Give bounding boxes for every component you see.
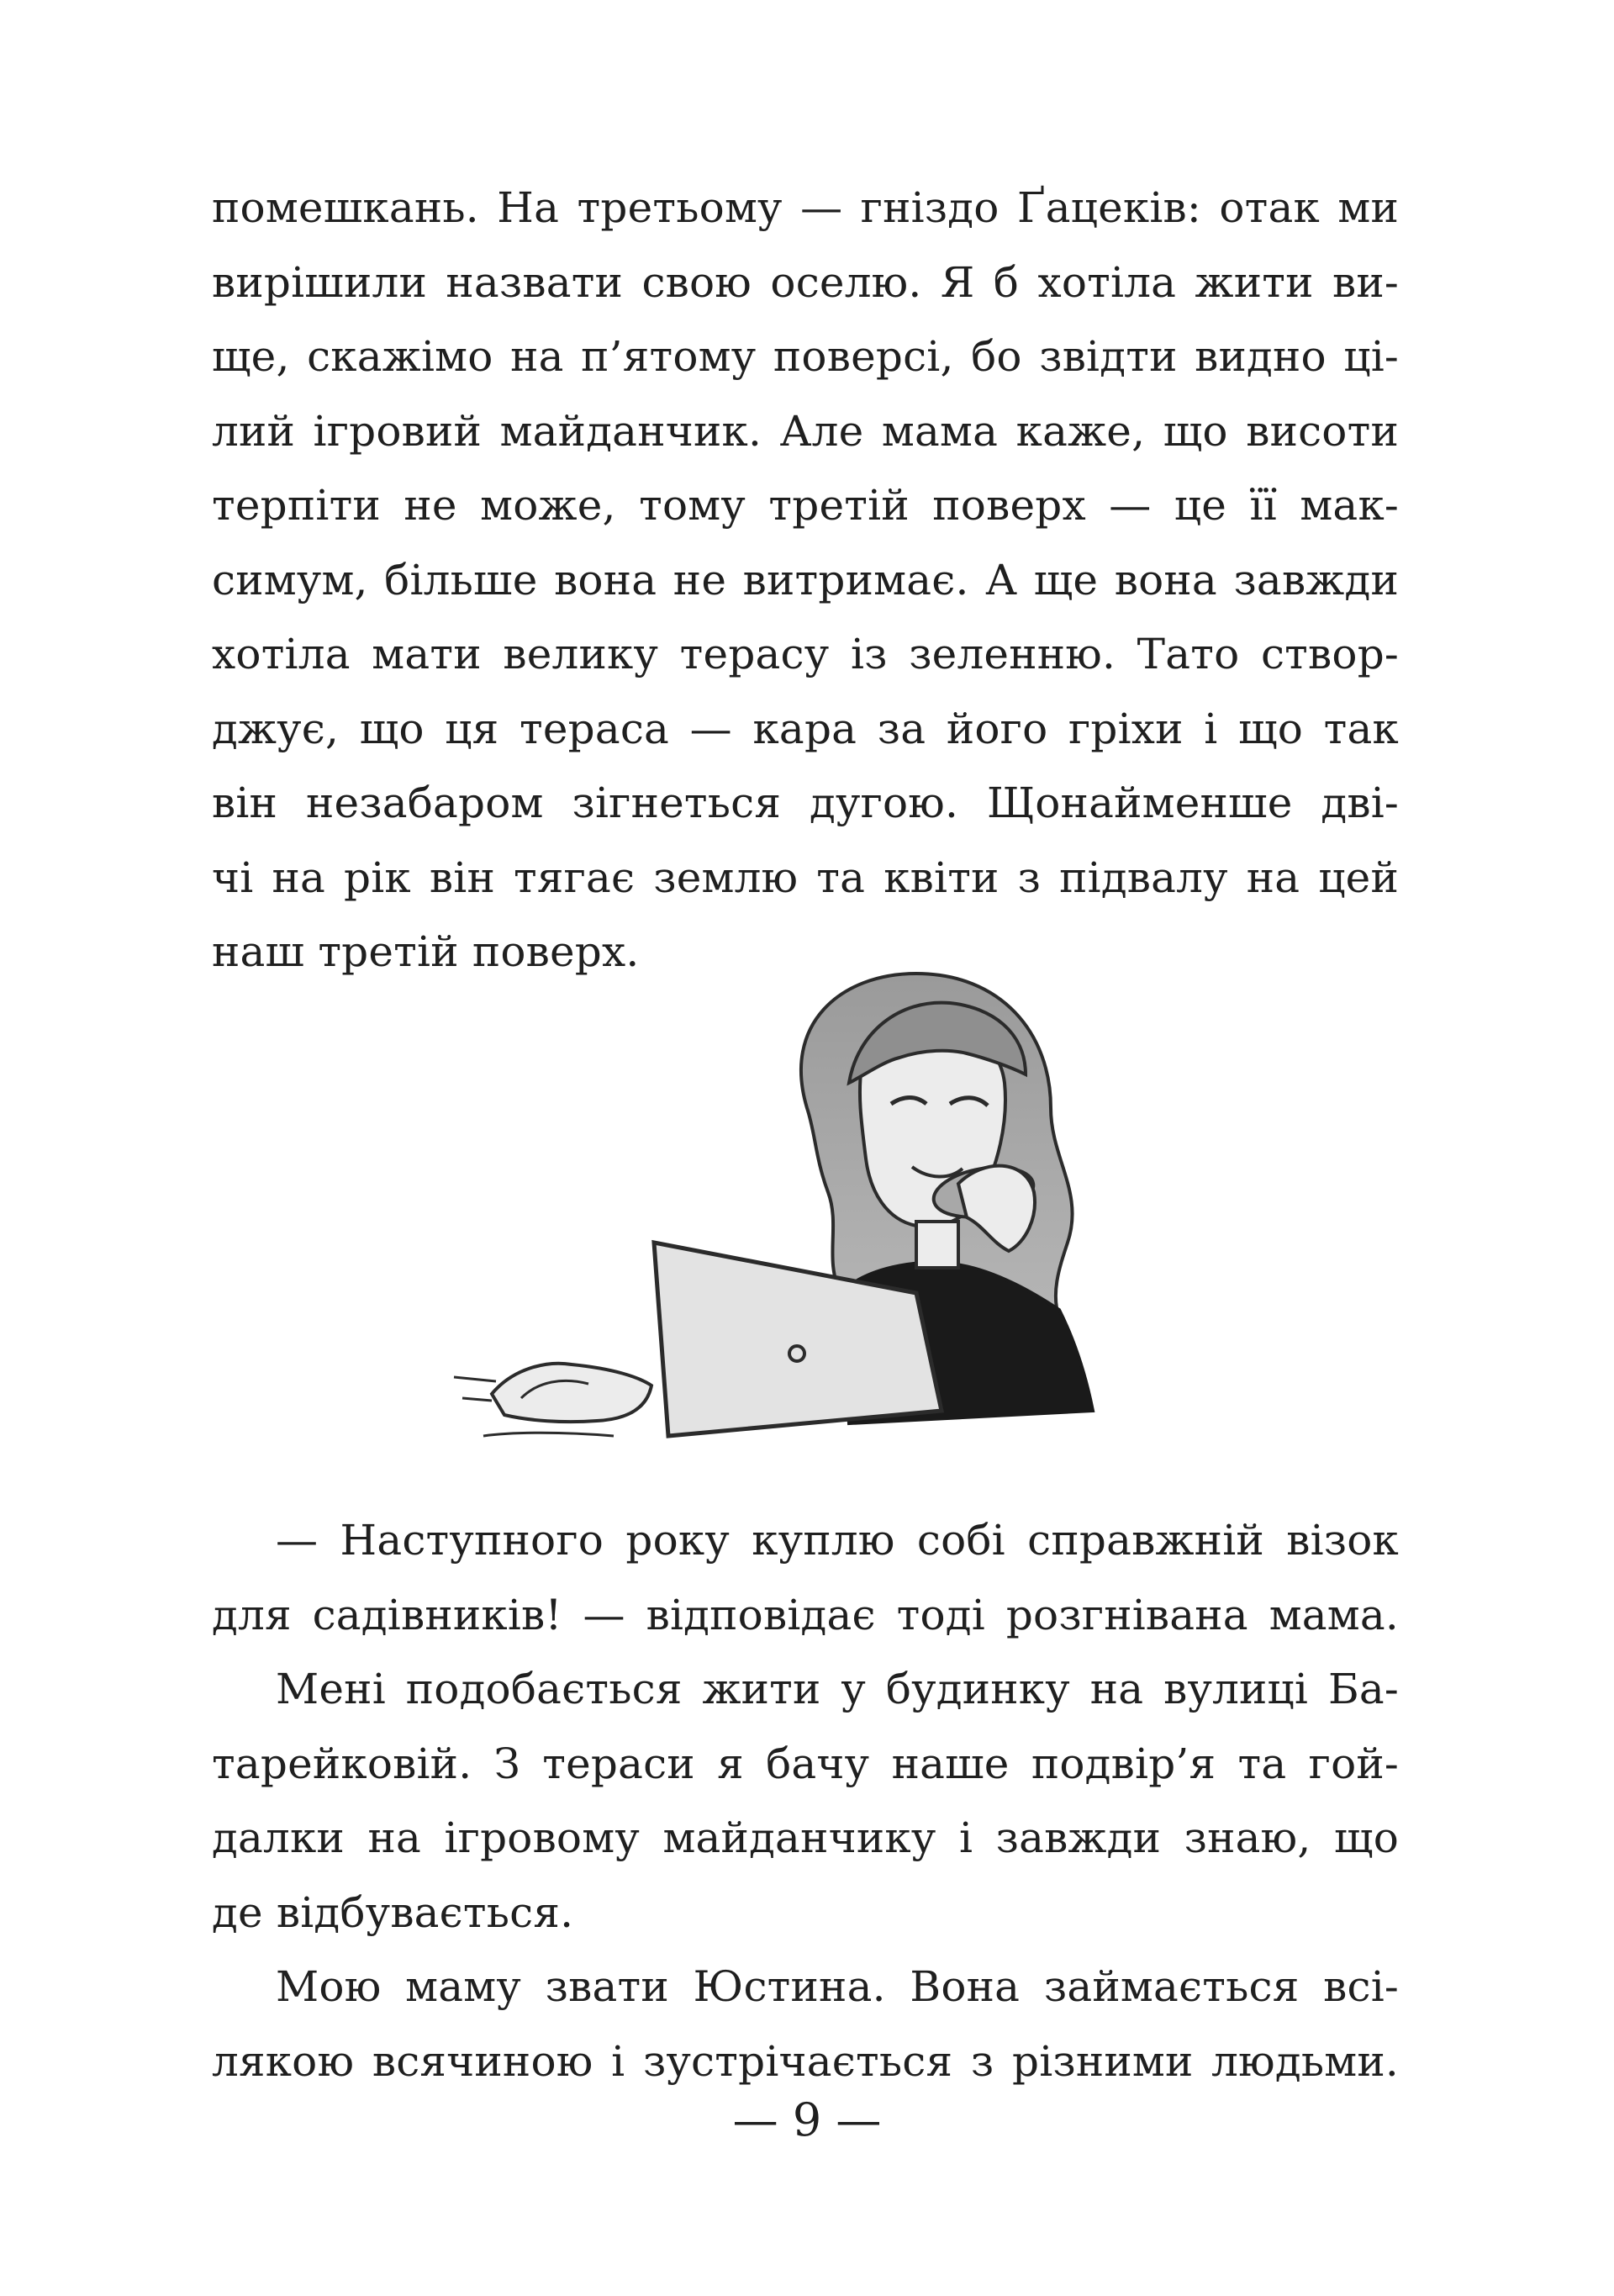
text-line: Мені подобається жити у будинку на вулиці Ба- xyxy=(276,1665,1399,1713)
text-line: він незабаром зігнеться дугою. Щонайменше дві- xyxy=(212,779,1399,827)
text-line: джує, що ця тераса — кара за його гріхи і що так xyxy=(212,704,1399,753)
text-line: де відбувається. xyxy=(212,1887,574,1937)
text-line: вирішили назвати свою оселю. Я б хотіла жити ви- xyxy=(212,257,1399,307)
text-line: лий ігровий майданчик. Але мама каже, що висоти xyxy=(212,406,1399,456)
text-line: Мою маму звати Юстина. Вона займається всі- xyxy=(276,1962,1399,2011)
text-line: терпіти не може, тому третій поверх — це її мак- xyxy=(212,481,1399,530)
paragraph-dialogue xyxy=(212,1503,1399,1652)
paragraph-mother xyxy=(212,1950,1399,2098)
paragraph-house xyxy=(212,1652,1399,1950)
paragraph-top xyxy=(212,171,1399,990)
paragraphs-bottom xyxy=(212,1503,1399,2098)
page-number: — 9 — xyxy=(732,2093,882,2146)
illustration-woman-at-laptop xyxy=(446,940,1202,1454)
text-line: помешкань. На третьому — гніздо Ґацеків: отак ми xyxy=(212,183,1399,232)
text-line: ще, скажімо на п’ятому поверсі, бо звідти видно ці- xyxy=(212,332,1399,381)
text-line: — Наступного року куплю собі справжній візок xyxy=(276,1516,1399,1565)
text-line: чі на рік він тягає землю та квіти з підвалу на цей xyxy=(212,852,1399,902)
text-line: симум, більше вона не витримає. А ще вона завжди xyxy=(212,555,1399,604)
text-line: хотіла мати велику терасу із зеленню. Тато створ- xyxy=(212,630,1399,678)
text-line: далки на ігровому майданчику і завжди знаю, що xyxy=(212,1813,1399,1862)
text-line: для садівників! — відповідає тоді розгнівана мама. xyxy=(212,1590,1399,1639)
text-line: лякою всячиною і зустрічається з різними людьми. xyxy=(212,2036,1399,2086)
text-line: тарейковій. З тераси я бачу наше подвір’я та гой- xyxy=(212,1739,1399,1788)
text-line: наш третій поверх. xyxy=(212,927,640,976)
